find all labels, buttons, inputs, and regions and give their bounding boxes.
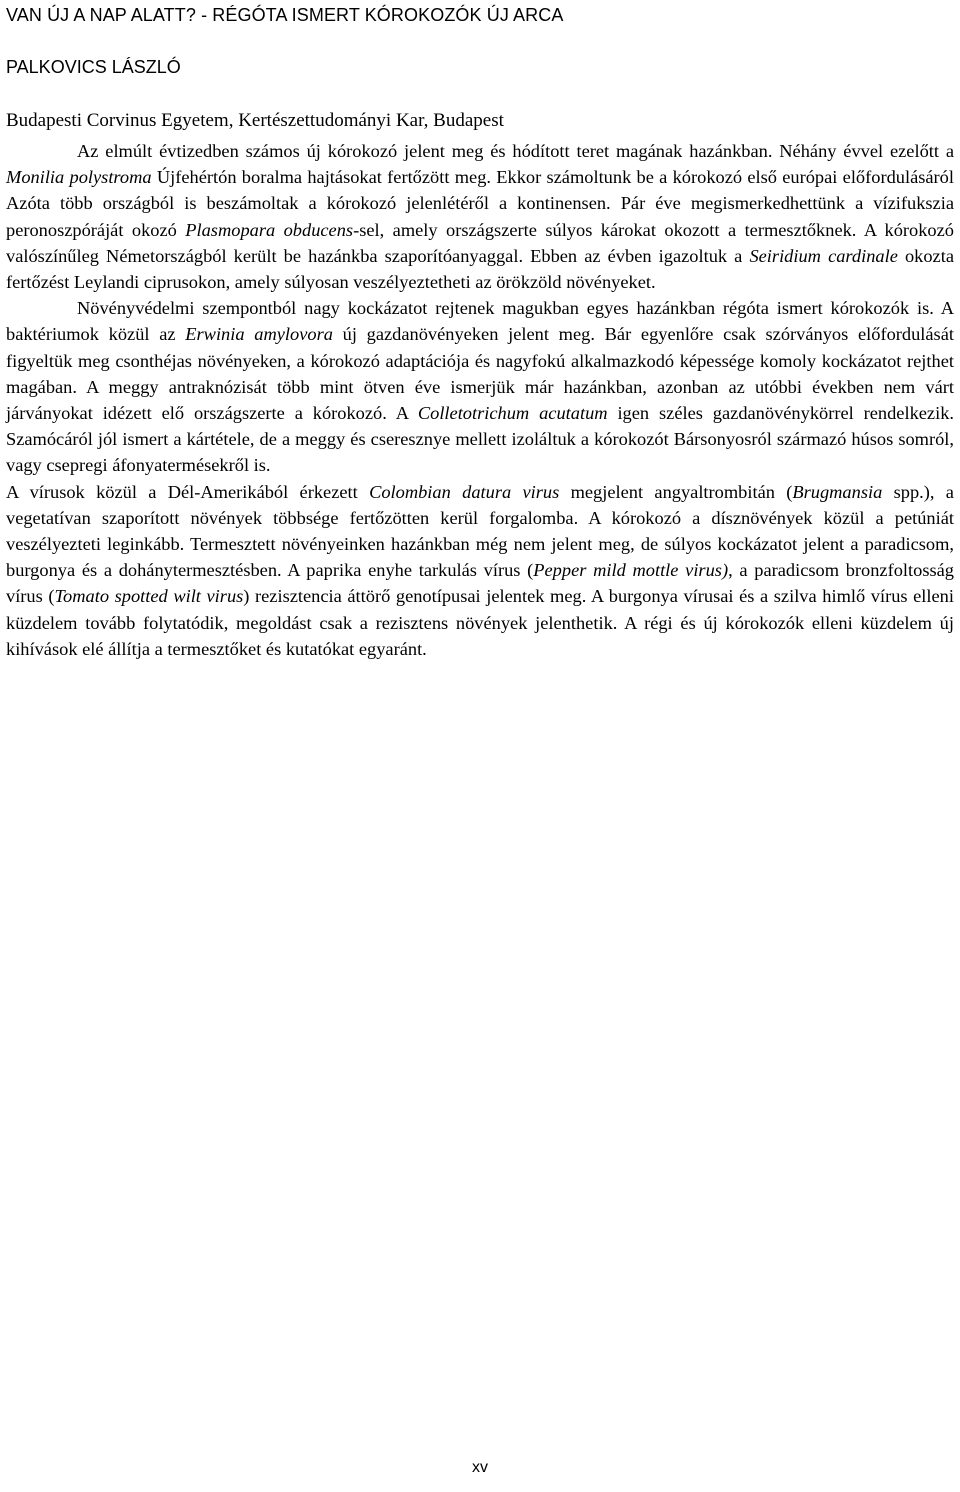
text-span: , a paradicsom bronzfoltosság vírus ( xyxy=(6,560,954,607)
document-title: VAN ÚJ A NAP ALATT? - RÉGÓTA ISMERT KÓROKOZÓK ÚJ ARCA xyxy=(6,5,564,25)
text-span: Az elmúlt évtizedben számos új kórokozó jelent meg és hódított teret magának hazánkban. Néhány évvel ezelőtt a xyxy=(77,141,954,161)
paragraph-1 xyxy=(6,138,954,295)
text-span: új gazdanövényeken jelent meg. Bár egyenlőre csak szórványos előfordulását figyeltük meg csonthéjas növényeken, a kórokozó adaptációja és nagyfokú alkalmazkodó képessége komoly kockázatot rejthet magában. A meggy antraknózisát több mint ötven éve ismerjük már hazánkban, azonban az utóbbi években nem várt járványokat idézett elő országszerte a kórokozó. A xyxy=(6,324,954,424)
species-name: Colombian datura virus xyxy=(369,481,560,502)
species-name: Colletotrichum acutatum xyxy=(417,403,608,424)
species-name: Pepper mild mottle virus) xyxy=(533,560,729,581)
text-span: igen széles gazdanövénykörrel rendelkezik. Szamócáról jól ismert a kártétele, de a meggy és cseresznye mellett izoláltuk a kórokozót Bársonyosról származó húsos somról, vagy csepregi áfonyatermésekről is. xyxy=(6,403,954,476)
text-span: ) rezisztencia áttörő genotípusai jelentek meg. A burgonya vírusai és a szilva himlő vírus elleni küzdelem tovább folytatódik, megoldást csak a rezisztens növények jelenthetik. A régi és új kórokozók elleni küzdelem új kihívások elé állítja a termesztőket és kutatókat egyaránt. xyxy=(6,586,954,659)
paragraph-3 xyxy=(6,479,954,662)
text-span: spp.), a vegetatívan szaporított növények többsége fertőzötten kerül forgalomba. A kórokozó a dísznövények közül a petúniát veszélyezteti leginkább. Termesztett növényeinken hazánkban még nem jelent meg, de súlyos kockázatot jelent a paradicsom, burgonya és a dohánytermesztésben. A paprika enyhe tarkulás vírus ( xyxy=(6,481,954,581)
text-span: A vírusok közül a Dél-Amerikából érkezett xyxy=(6,481,370,502)
page-number: xv xyxy=(472,1459,488,1476)
author-name: PALKOVICS LÁSZLÓ xyxy=(6,57,181,77)
species-name: Brugmansia xyxy=(792,481,883,502)
abstract-body xyxy=(6,138,954,662)
document-page xyxy=(6,0,954,662)
text-span: Újfehértón boralma hajtásokat fertőzött meg. Ekkor számoltunk be a kórokozó első európai előfordulásáról Azóta több országból is beszámoltak a kórokozó jelenlétéről a kontinensen. Pár éve megismerkedhettünk a vízifukszia peronoszpóráját okozó xyxy=(6,167,954,240)
species-name: Erwinia amylovora xyxy=(185,324,333,345)
text-span: -sel, amely országszerte súlyos károkat okozott a termesztőknek. A kórokozó valószínűleg Németországból került be hazánkba szaporítóanyaggal. Ebben az évben igazoltuk a xyxy=(6,219,954,266)
text-span: Növényvédelmi szempontból nagy kockázatot rejtenek magukban egyes hazánkban régóta ismert kórokozók is. A baktériumok közül az xyxy=(6,298,954,345)
paragraph-2 xyxy=(6,295,954,478)
text-span: okozta fertőzést Leylandi ciprusokon, amely súlyosan veszélyeztetheti az örökzöld növényeket. xyxy=(6,245,954,293)
species-name: Tomato spotted wilt virus xyxy=(54,586,244,607)
species-name: Seiridium cardinale xyxy=(749,245,898,266)
species-name: Monilia polystroma xyxy=(6,167,152,188)
species-name: Plasmopara obducens xyxy=(185,219,354,240)
text-span: megjelent angyaltrombitán ( xyxy=(559,481,793,502)
author-affiliation: Budapesti Corvinus Egyetem, Kertészettudományi Kar, Budapest xyxy=(6,110,504,131)
